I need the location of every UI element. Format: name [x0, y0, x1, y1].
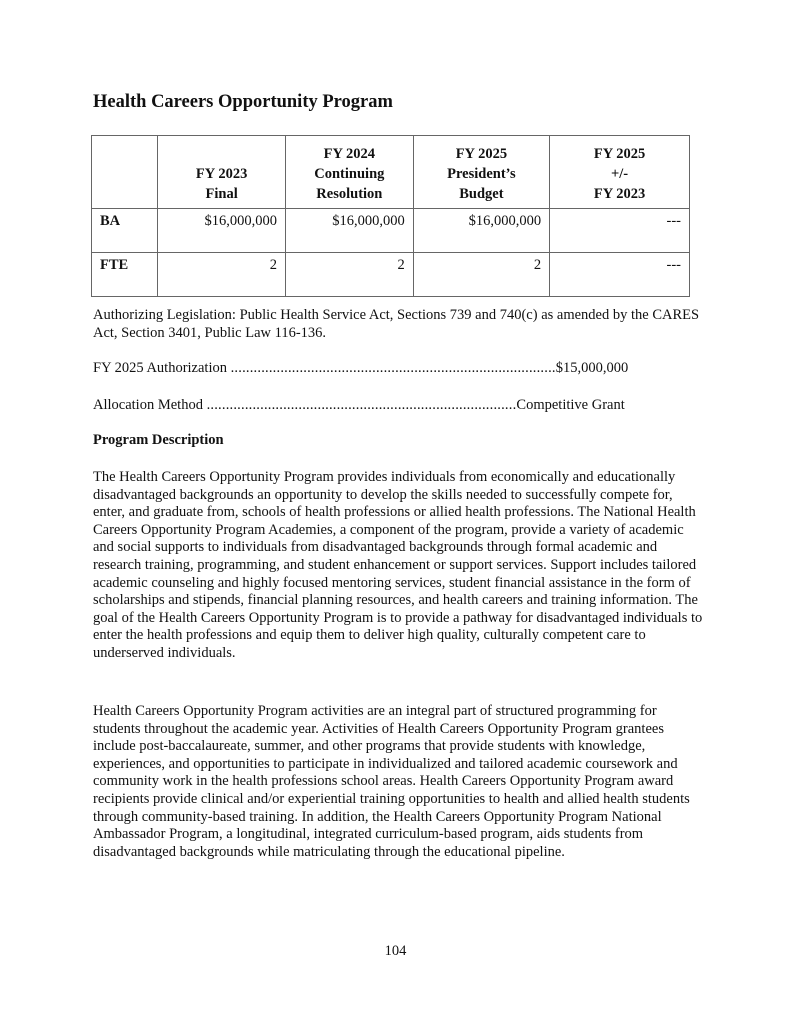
header-line: President’s [447, 166, 516, 182]
budget-table [91, 135, 690, 297]
allocation-line [93, 397, 625, 415]
table-cell: 2 [285, 253, 413, 297]
header-line: Continuing [314, 166, 385, 182]
dot-leader: ..................................................................................... [230, 360, 556, 376]
table-cell: --- [550, 253, 690, 297]
paragraph: Health Careers Opportunity Program activities are an integral part of structured programming for students throughout the academic year. Activities of Health Careers Opportunity Program grantees include post-baccalaureate, summer, and other programs that provide students with knowledge, experiences, and opportunities to participate in individualized and tailored academic coursework and community work in the health professions school areas. Health Careers Opportunity Program award recipients provide clinical and/or experiential training opportunities to health and allied health students through community-based training. In addition, the Health Careers Opportunity Program National Ambassador Program, a longitudinal, integrated curriculum-based program, aids students from disadvantaged backgrounds while matriculating through the educational pipeline. [93, 703, 690, 860]
table-header-row [92, 136, 690, 209]
authorization-value: $15,000,000 [555, 360, 629, 376]
row-label: BA [92, 209, 158, 253]
header-line: Budget [459, 186, 504, 202]
header-line: Final [205, 186, 238, 202]
allocation-label: Allocation Method [93, 397, 203, 413]
table-cell: $16,000,000 [158, 209, 286, 253]
header-cell-fy2023-final [158, 136, 286, 209]
table-cell: 2 [158, 253, 286, 297]
allocation-value: Competitive Grant [516, 397, 625, 413]
header-line: FY 2025 [593, 146, 646, 162]
header-line: FY 2023 [593, 186, 646, 202]
header-line: +/- [610, 166, 629, 182]
header-line: FY 2024 [323, 146, 376, 162]
section-heading: Program Description [93, 432, 224, 448]
dot-leader: ................................................................................. [206, 397, 517, 413]
table-cell: $16,000,000 [285, 209, 413, 253]
table-row-fte [92, 253, 690, 297]
authorization-label: FY 2025 Authorization [93, 360, 227, 376]
authorizing-legislation: Authorizing Legislation: Public Health Service Act, Sections 739 and 740(c) as amended by the CARES Act, Section 3401, Public Law 116-136. [93, 307, 700, 341]
paragraph: The Health Careers Opportunity Program provides individuals from economically and educationally disadvantaged backgrounds an opportunity to develop the skills needed to successfully compete for, enter, and graduate from, schools of health professions or allied health professions. The National Health Careers Opportunity Program Academies, a component of the program, provide a variety of academic and social supports to individuals from disadvantaged backgrounds through formal academic and research training, programming, and student enhancement or support services. Support includes tailored academic counseling and highly focused mentoring services, student financial assistance in the form of scholarships and stipends, financial planning resources, and health careers and training information. The goal of the Health Careers Opportunity Program is to provide a pathway for disadvantaged individuals to enter the health professions and equip them to deliver high quality, culturally competent care to underserved individuals. [93, 469, 703, 661]
row-label: FTE [92, 253, 158, 297]
page-title: Health Careers Opportunity Program [93, 92, 393, 112]
authorization-line [93, 360, 628, 378]
header-line: FY 2023 [195, 166, 248, 182]
table-cell: $16,000,000 [413, 209, 549, 253]
table-cell: 2 [413, 253, 549, 297]
header-cell-fy2024-cr [285, 136, 413, 209]
header-cell-fy2025-change [550, 136, 690, 209]
header-line: Resolution [316, 186, 383, 202]
header-cell-empty [92, 136, 158, 209]
page-number: 104 [384, 943, 407, 959]
header-line: FY 2025 [455, 146, 508, 162]
header-cell-fy2025-pb [413, 136, 549, 209]
table-cell: --- [550, 209, 690, 253]
table-row-ba [92, 209, 690, 253]
